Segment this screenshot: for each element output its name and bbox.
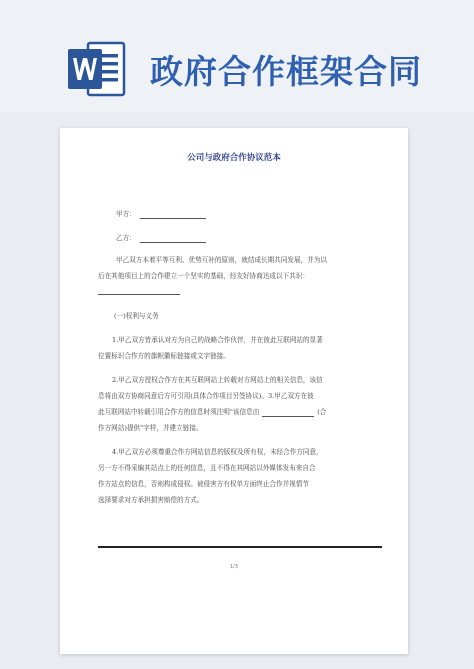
party-a-label: 甲方： bbox=[116, 210, 136, 218]
para3-line-2: 另一方不得采编其站点上的任何信息，且不得在其网站以外媒体发布来自合 bbox=[98, 464, 316, 472]
document-title: 公司与政府合作协议范本 bbox=[187, 153, 281, 163]
intro-line-2: 后在其他项目上的合作建立一个坚实的基础，经友好协商达成以下共识： bbox=[98, 272, 309, 280]
para1-line-2: 位置标识合作方的旗帜徽标链接或文字链接。 bbox=[98, 352, 230, 360]
banner bbox=[0, 0, 474, 112]
intro-blank-line bbox=[98, 286, 382, 295]
party-b-line bbox=[116, 234, 400, 243]
page-number: 1/3 bbox=[229, 564, 239, 570]
party-a-line bbox=[116, 210, 400, 219]
para2-line-3 bbox=[98, 408, 382, 417]
para2-line-3-text: 此互联网站中转载引用合作方的信息时须注明"该信息由 bbox=[98, 408, 260, 416]
party-b-blank bbox=[140, 236, 206, 243]
banner-title: 政府合作框架合同 bbox=[150, 52, 422, 91]
para2-line-3-tail: (合 bbox=[317, 408, 327, 416]
para2-line-4: 作方网站)提供"字样，并建立链接。 bbox=[98, 424, 203, 432]
source-blank bbox=[262, 410, 314, 417]
para2-line-1: 2.甲乙双方授权合作方在其互联网站上转载对方网站上的相关信息，该信 bbox=[112, 376, 323, 384]
word-document-icon bbox=[66, 40, 126, 98]
party-b-label: 乙方： bbox=[116, 234, 136, 242]
para1-line-1: 1.甲乙双方皆承认对方为自己的战略合作伙伴，并在彼此互联网站的显著 bbox=[112, 336, 323, 344]
para2-line-2: 息将由双方协商同意后方可引用(具体合作项目另签协议)。3.甲乙双方在彼 bbox=[98, 392, 314, 400]
document-page bbox=[60, 128, 408, 654]
para3-line-1: 4.甲乙双方必须尊重合作方网站信息的版权及所有权，未经合作方同意， bbox=[112, 448, 323, 456]
intro-line-1: 甲乙双方本着平等互利、优势互补的原则，就结成长期共同发展，并为以 bbox=[116, 256, 327, 264]
footer-rule bbox=[98, 546, 382, 548]
party-a-blank bbox=[140, 212, 206, 219]
para3-line-3: 作方站点的信息，否则构成侵权。被侵害方有权单方面终止合作并视情节 bbox=[98, 480, 309, 488]
section-heading: (一)权利与义务 bbox=[114, 312, 159, 320]
intro-blank bbox=[98, 288, 180, 295]
para3-line-4: 选择要求对方承担损害赔偿的方式。 bbox=[98, 496, 204, 504]
